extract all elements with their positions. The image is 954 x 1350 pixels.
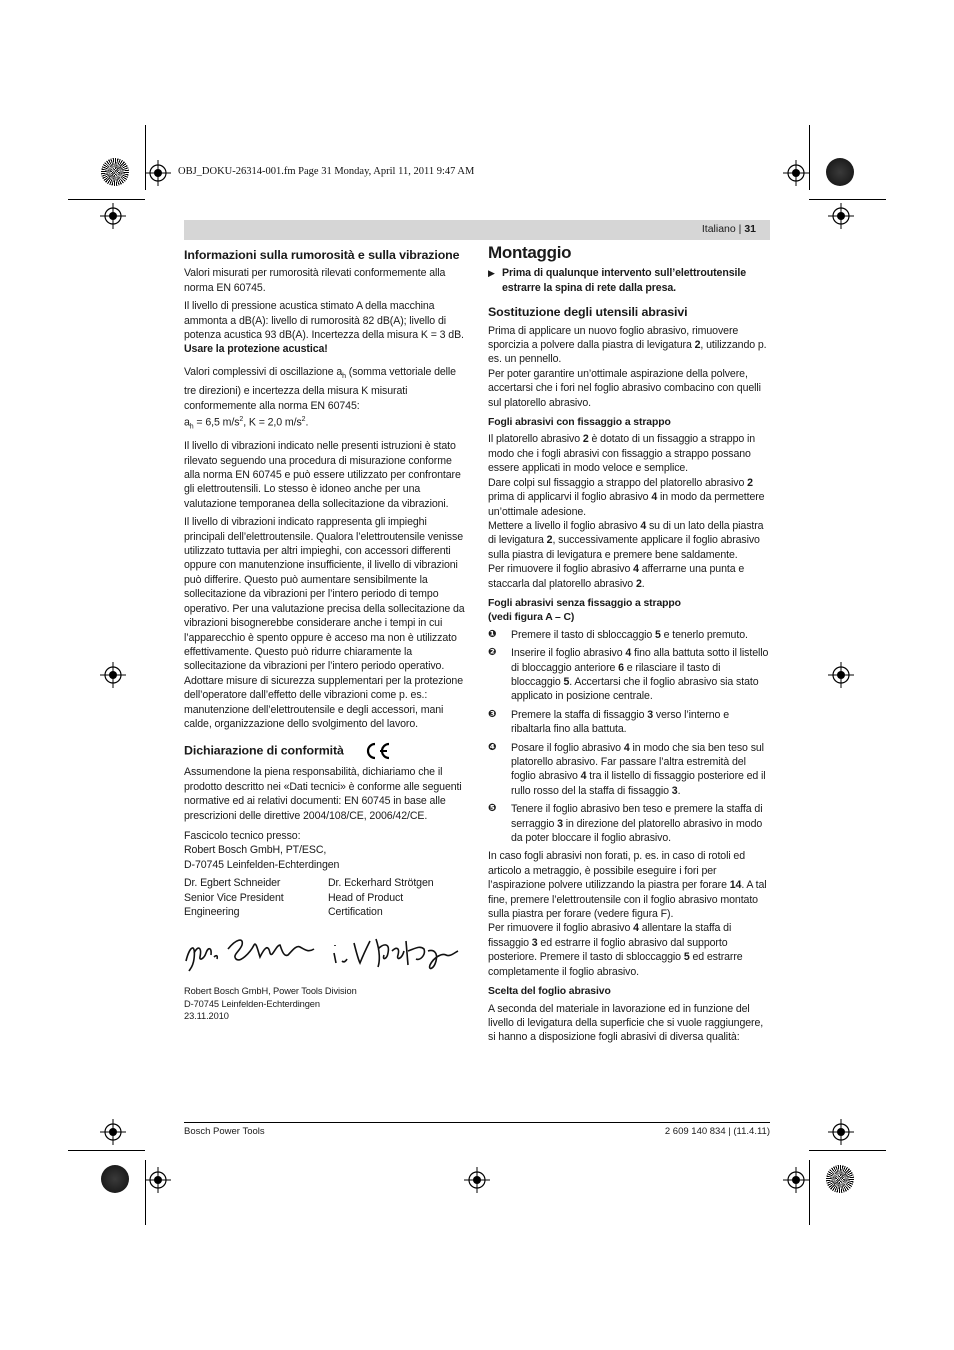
density-patch-icon xyxy=(101,1165,129,1193)
text-run: fino alla battuta sotto il listello di bloccaggio anteriore xyxy=(511,647,769,674)
star-target-icon xyxy=(826,1165,854,1193)
text-run: verso l’interno e ribaltarla fino alla battuta. xyxy=(511,708,729,736)
registration-mark-icon xyxy=(145,160,171,186)
header-page-label xyxy=(702,223,756,235)
vibration-paragraph: Il livello di vibrazioni indicato nelle presenti istruzioni è stato rilevato seguendo una procedura di misurazione conforme alla norma EN 60745 e può essere utilizzato per confrontare gli elettroutensili. Lo stesso è idoneo anche per una valutazione temporanea della sollecitazione da vibrazioni. xyxy=(184,440,461,510)
text-run: 6 xyxy=(618,661,624,674)
text-run: Robert Bosch GmbH, Power Tools Division xyxy=(184,986,357,997)
signatory-2 xyxy=(328,876,466,919)
text-run: Per rimuovere il foglio abrasivo xyxy=(488,922,634,935)
text-run: . A tal fine, premere l’elettroutensile con il foglio abrasivo montato sulla piastra per forare (vedere figura F). xyxy=(488,879,767,921)
text-run: Dr. Eckerhard Strötgen xyxy=(328,877,434,890)
text-run: 3 xyxy=(671,784,678,797)
vibration-values xyxy=(184,413,466,435)
crop-mark xyxy=(809,125,810,190)
registration-mark-icon xyxy=(783,160,809,186)
paragraph xyxy=(488,519,770,562)
text-run: . xyxy=(641,577,645,590)
instruction-step xyxy=(488,708,770,737)
handwritten-signatures xyxy=(184,931,466,973)
text-run: in modo da permettere un’ottimale adesione. xyxy=(488,491,765,518)
paragraph xyxy=(488,324,770,367)
instruction-step xyxy=(488,646,770,704)
paragraph xyxy=(488,562,770,591)
right-column xyxy=(488,243,770,1049)
safety-warning xyxy=(488,266,770,295)
conformity-paragraph: Assumendone la piena responsabilità, dichiariamo che il prodotto descritto nei «Dati tecnici» è conforme alle seguenti normative ed ai relativi documenti: EN 60745 in base alle prescrizioni delle direttive 2004/108/CE, 2006/42/CE. xyxy=(184,766,462,822)
text-run: Premere il tasto di sbloccaggio xyxy=(511,628,656,641)
text-run: ed estrarre il foglio abrasivo dal supporto posteriore. Premere il tasto di sbloccaggio xyxy=(488,936,728,964)
text-run: , K = 2,0 m/s xyxy=(243,416,302,429)
noise-warning: Usare la protezione acustica! xyxy=(184,343,328,356)
paragraph xyxy=(488,849,770,921)
text-run: 5 xyxy=(655,628,661,641)
signatory-1 xyxy=(184,876,328,919)
text-run: . Accertarsi che il foglio abrasivo sia stato applicato in posizione centrale. xyxy=(511,675,759,703)
text-run: D-70745 Leinfelden-Echterdingen xyxy=(184,998,320,1009)
velcro-heading: Fogli abrasivi con fissaggio a strappo xyxy=(488,417,671,429)
text-run: ed estrarre completamente il foglio abrasivo. xyxy=(488,951,743,978)
registration-mark-icon xyxy=(828,662,854,688)
text-run: In caso fogli abrasivi non forati, p. es. in caso di rotoli ed articolo a metraggio, è possibile eseguire i fori per l’aspirazione polvere utilizzando la piastra per forare xyxy=(488,850,746,892)
section-title: Montaggio xyxy=(488,243,572,262)
registration-mark-icon xyxy=(100,662,126,688)
text-run: (somma vettoriale delle tre direzioni) e incertezza della misura K misurati conformemente alla norma EN 60745: xyxy=(184,365,456,412)
text-run: Certification xyxy=(328,906,383,918)
signatories xyxy=(184,876,466,919)
footer-brand: Bosch Power Tools xyxy=(184,1126,265,1137)
text-run: e rilasciare il tasto di bloccaggio xyxy=(511,661,721,688)
text-run: 3 xyxy=(557,817,563,830)
step-number: ❷ xyxy=(488,647,497,659)
text-run: 4 xyxy=(623,741,630,754)
instruction-step xyxy=(488,628,770,642)
crop-mark xyxy=(809,1150,886,1151)
header-language: Italiano xyxy=(701,223,736,235)
text-run: . xyxy=(305,416,309,429)
text-run: Mettere a livello il foglio abrasivo xyxy=(488,519,641,532)
text-run: Inserire il foglio abrasivo xyxy=(511,647,626,660)
text-run: 2 xyxy=(635,577,642,590)
text-run: Fogli abrasivi senza fissaggio a strappo xyxy=(488,597,681,609)
text-run: 2 xyxy=(546,534,553,547)
choice-heading: Scelta del foglio abrasivo xyxy=(488,986,611,998)
text-run: Prima di qualunque intervento sull’elettroutensile estrarre la spina di rete dalla presa. xyxy=(502,267,746,294)
registration-mark-icon xyxy=(828,203,854,229)
text-run: h xyxy=(342,372,346,380)
text-run: h xyxy=(189,423,194,431)
text-run: Fascicolo tecnico presso: xyxy=(184,829,301,842)
text-run: tra il listello di fissaggio posteriore ed il rullo rosso del la staffa di fissaggio xyxy=(511,770,766,797)
text-run: Valori complessivi di oscillazione a xyxy=(184,365,343,378)
instruction-step xyxy=(488,802,770,845)
paragraph: A seconda del materiale in lavorazione ed in funzione del livello di levigatura della superficie che si vuole raggiungere, si hanno a disposizione fogli abrasivi di diversa qualità: xyxy=(488,1002,764,1044)
text-run: 4 xyxy=(633,563,639,576)
triangle-right-icon: ▶ xyxy=(488,268,495,279)
vibration-paragraph: Il livello di vibrazioni indicato rappresenta gli impieghi principali dell’elettroutensile. Qualora l’elettroutensile venisse utilizzato tuttavia per altri impieghi, con accessori differenti oppure con manutenzione insufficiente, il livello di vibrazioni può differire. Questo può aumentare sensibilmente la sollecitazione da vibrazioni per l’intero periodo di tempo operativo. Per una valutazione precisa della sollecitazione da vibrazioni bisognerebbe considerare anche i tempi in cui l’apparecchio è spento oppure è acceso ma non è utilizzato effettivamente. Questo può ridurre chiaramente la sollecitazione da vibrazioni per l’intero periodo operativo. xyxy=(184,516,465,673)
subsection-heading: Sostituzione degli utensili abrasivi xyxy=(488,305,688,320)
text-run: è dotato di un fissaggio a strappo in modo che i fogli abrasivi con fissaggio a strappo possano essere applicati in modo veloce e semplice. xyxy=(488,433,756,475)
noise-paragraph: Il livello di pressione acustica stimato A della macchina ammonta a dB(A): livello di rumorosità 82 dB(A); livello di potenza acustica 93 dB(A). Incertezza della misura K = 3 dB. xyxy=(184,300,464,342)
page-header xyxy=(184,220,770,240)
paragraph: Per poter garantire un’ottimale aspirazione della polvere, accertarsi che i fori nel foglio abrasivo combacino con quelli sul platorello abrasivo. xyxy=(488,367,761,409)
text-run: su di un lato della piastra di levigatura xyxy=(488,519,764,547)
noise-heading: Informazioni sulla rumorosità e sulla vibrazione xyxy=(184,248,460,262)
text-run: 2 xyxy=(582,433,589,446)
text-run: 2 xyxy=(301,416,306,424)
text-run: afferrarne una punta e staccarla dal platorello abrasivo xyxy=(488,563,745,590)
crop-mark xyxy=(809,199,886,200)
left-column xyxy=(184,246,466,1022)
text-run: 5 xyxy=(563,675,570,688)
text-run: , utilizzando p. es. un pennello. xyxy=(488,339,767,366)
ce-mark-icon xyxy=(363,741,391,761)
text-run: in direzione del platorello abrasivo in modo da poter bloccare il foglio abrasivo. xyxy=(511,817,763,845)
print-meta: OBJ_DOKU-26314-001.fm Page 31 Monday, April 11, 2011 9:47 AM xyxy=(178,166,475,177)
text-run: 3 xyxy=(647,708,654,721)
text-run: = 6,5 m/s xyxy=(193,416,240,429)
text-run: 4 xyxy=(633,922,639,935)
address-block xyxy=(184,985,466,1022)
registration-mark-icon xyxy=(828,1119,854,1145)
text-run: 5 xyxy=(683,951,690,964)
step-number: ❸ xyxy=(488,708,497,720)
registration-mark-icon xyxy=(783,1167,809,1193)
crop-mark xyxy=(809,1160,810,1225)
text-run: in modo che sia ben teso sul platorello abrasivo. Far passare l’altra estremità del foglio abrasivo xyxy=(511,741,764,783)
registration-mark-icon xyxy=(145,1167,171,1193)
text-run: 4 xyxy=(625,647,632,660)
conformity-heading xyxy=(184,741,466,761)
text-run: Dare colpi sul fissaggio a strappo del platorello abrasivo xyxy=(488,476,748,489)
text-run: Senior Vice President xyxy=(184,891,284,904)
text-run: Prima di applicare un nuovo foglio abrasivo, rimuovere sporcizia a polvere dalla piastra di levigatura xyxy=(488,324,739,352)
text-run: , successivamente applicare il foglio abrasivo sulla piastra di levigatura e premere bene saldamente. xyxy=(488,534,760,561)
footer-rule xyxy=(184,1122,770,1123)
step-list xyxy=(488,628,770,846)
text-run: 4 xyxy=(651,491,658,504)
text-run: 14 xyxy=(729,879,742,892)
paragraph xyxy=(488,432,770,475)
step-number: ❹ xyxy=(488,741,497,753)
registration-mark-icon xyxy=(100,203,126,229)
text-run: Il platorello abrasivo xyxy=(488,433,583,446)
crop-mark xyxy=(68,199,145,200)
text-run: allentare la staffa di fissaggio xyxy=(488,922,732,949)
text-run: Dichiarazione di conformità xyxy=(184,743,344,758)
technical-file xyxy=(184,829,466,872)
header-separator: | xyxy=(738,223,742,235)
text-run: 2 xyxy=(239,416,244,424)
text-run: a xyxy=(184,416,190,429)
nonvelcro-heading xyxy=(488,597,770,626)
text-run: 4 xyxy=(640,519,647,532)
text-run: D-70745 Leinfelden-Echterdingen xyxy=(184,858,340,871)
text-run: Robert Bosch GmbH, PT/ESC, xyxy=(184,844,327,857)
star-target-icon xyxy=(101,158,129,186)
step-number: ❺ xyxy=(488,803,497,815)
text-run: Posare il foglio abrasivo xyxy=(511,741,624,754)
text-run: 4 xyxy=(580,770,587,783)
text-run: Per rimuovere il foglio abrasivo xyxy=(488,563,634,576)
text-run: (vedi figura A – C) xyxy=(488,612,575,624)
vibration-paragraph xyxy=(184,365,466,413)
text-run: 3 xyxy=(531,936,538,949)
header-page-number: 31 xyxy=(744,223,756,235)
text-run: 2 xyxy=(694,339,701,352)
text-run: Tenere il foglio abrasivo ben teso e premere la staffa di serraggio xyxy=(511,803,763,830)
density-patch-icon xyxy=(826,158,854,186)
paragraph xyxy=(488,476,770,519)
text-run: 2 xyxy=(747,476,753,489)
text-run: e tenerlo premuto. xyxy=(660,628,748,641)
text-run: 23.11.2010 xyxy=(184,1010,229,1021)
footer-doc-number: 2 609 140 834 | (11.4.11) xyxy=(664,1126,770,1137)
text-run: prima di applicarvi il foglio abrasivo xyxy=(488,491,652,504)
paragraph xyxy=(488,921,770,979)
vibration-paragraph: Adottare misure di sicurezza supplementari per la protezione dell’operatore dall’effetto delle vibrazioni come p. es.: manutenzione dell’elettroutensile e degli accessori, mani calde, organizzazione dello svolgimento del lavoro. xyxy=(184,674,463,730)
step-number: ❶ xyxy=(488,628,497,640)
text-run: Head of Product xyxy=(328,891,404,904)
text-run: Engineering xyxy=(184,906,240,918)
registration-mark-icon xyxy=(464,1167,490,1193)
instruction-step xyxy=(488,741,770,799)
registration-mark-icon xyxy=(100,1119,126,1145)
text-run: . xyxy=(677,784,681,797)
text-run: Dr. Egbert Schneider xyxy=(184,877,281,890)
noise-paragraph: Valori misurati per rumorosità rilevati conformemente alla norma EN 60745. xyxy=(184,267,446,294)
text-run: Premere la staffa di fissaggio xyxy=(511,708,648,721)
crop-mark xyxy=(68,1150,145,1151)
